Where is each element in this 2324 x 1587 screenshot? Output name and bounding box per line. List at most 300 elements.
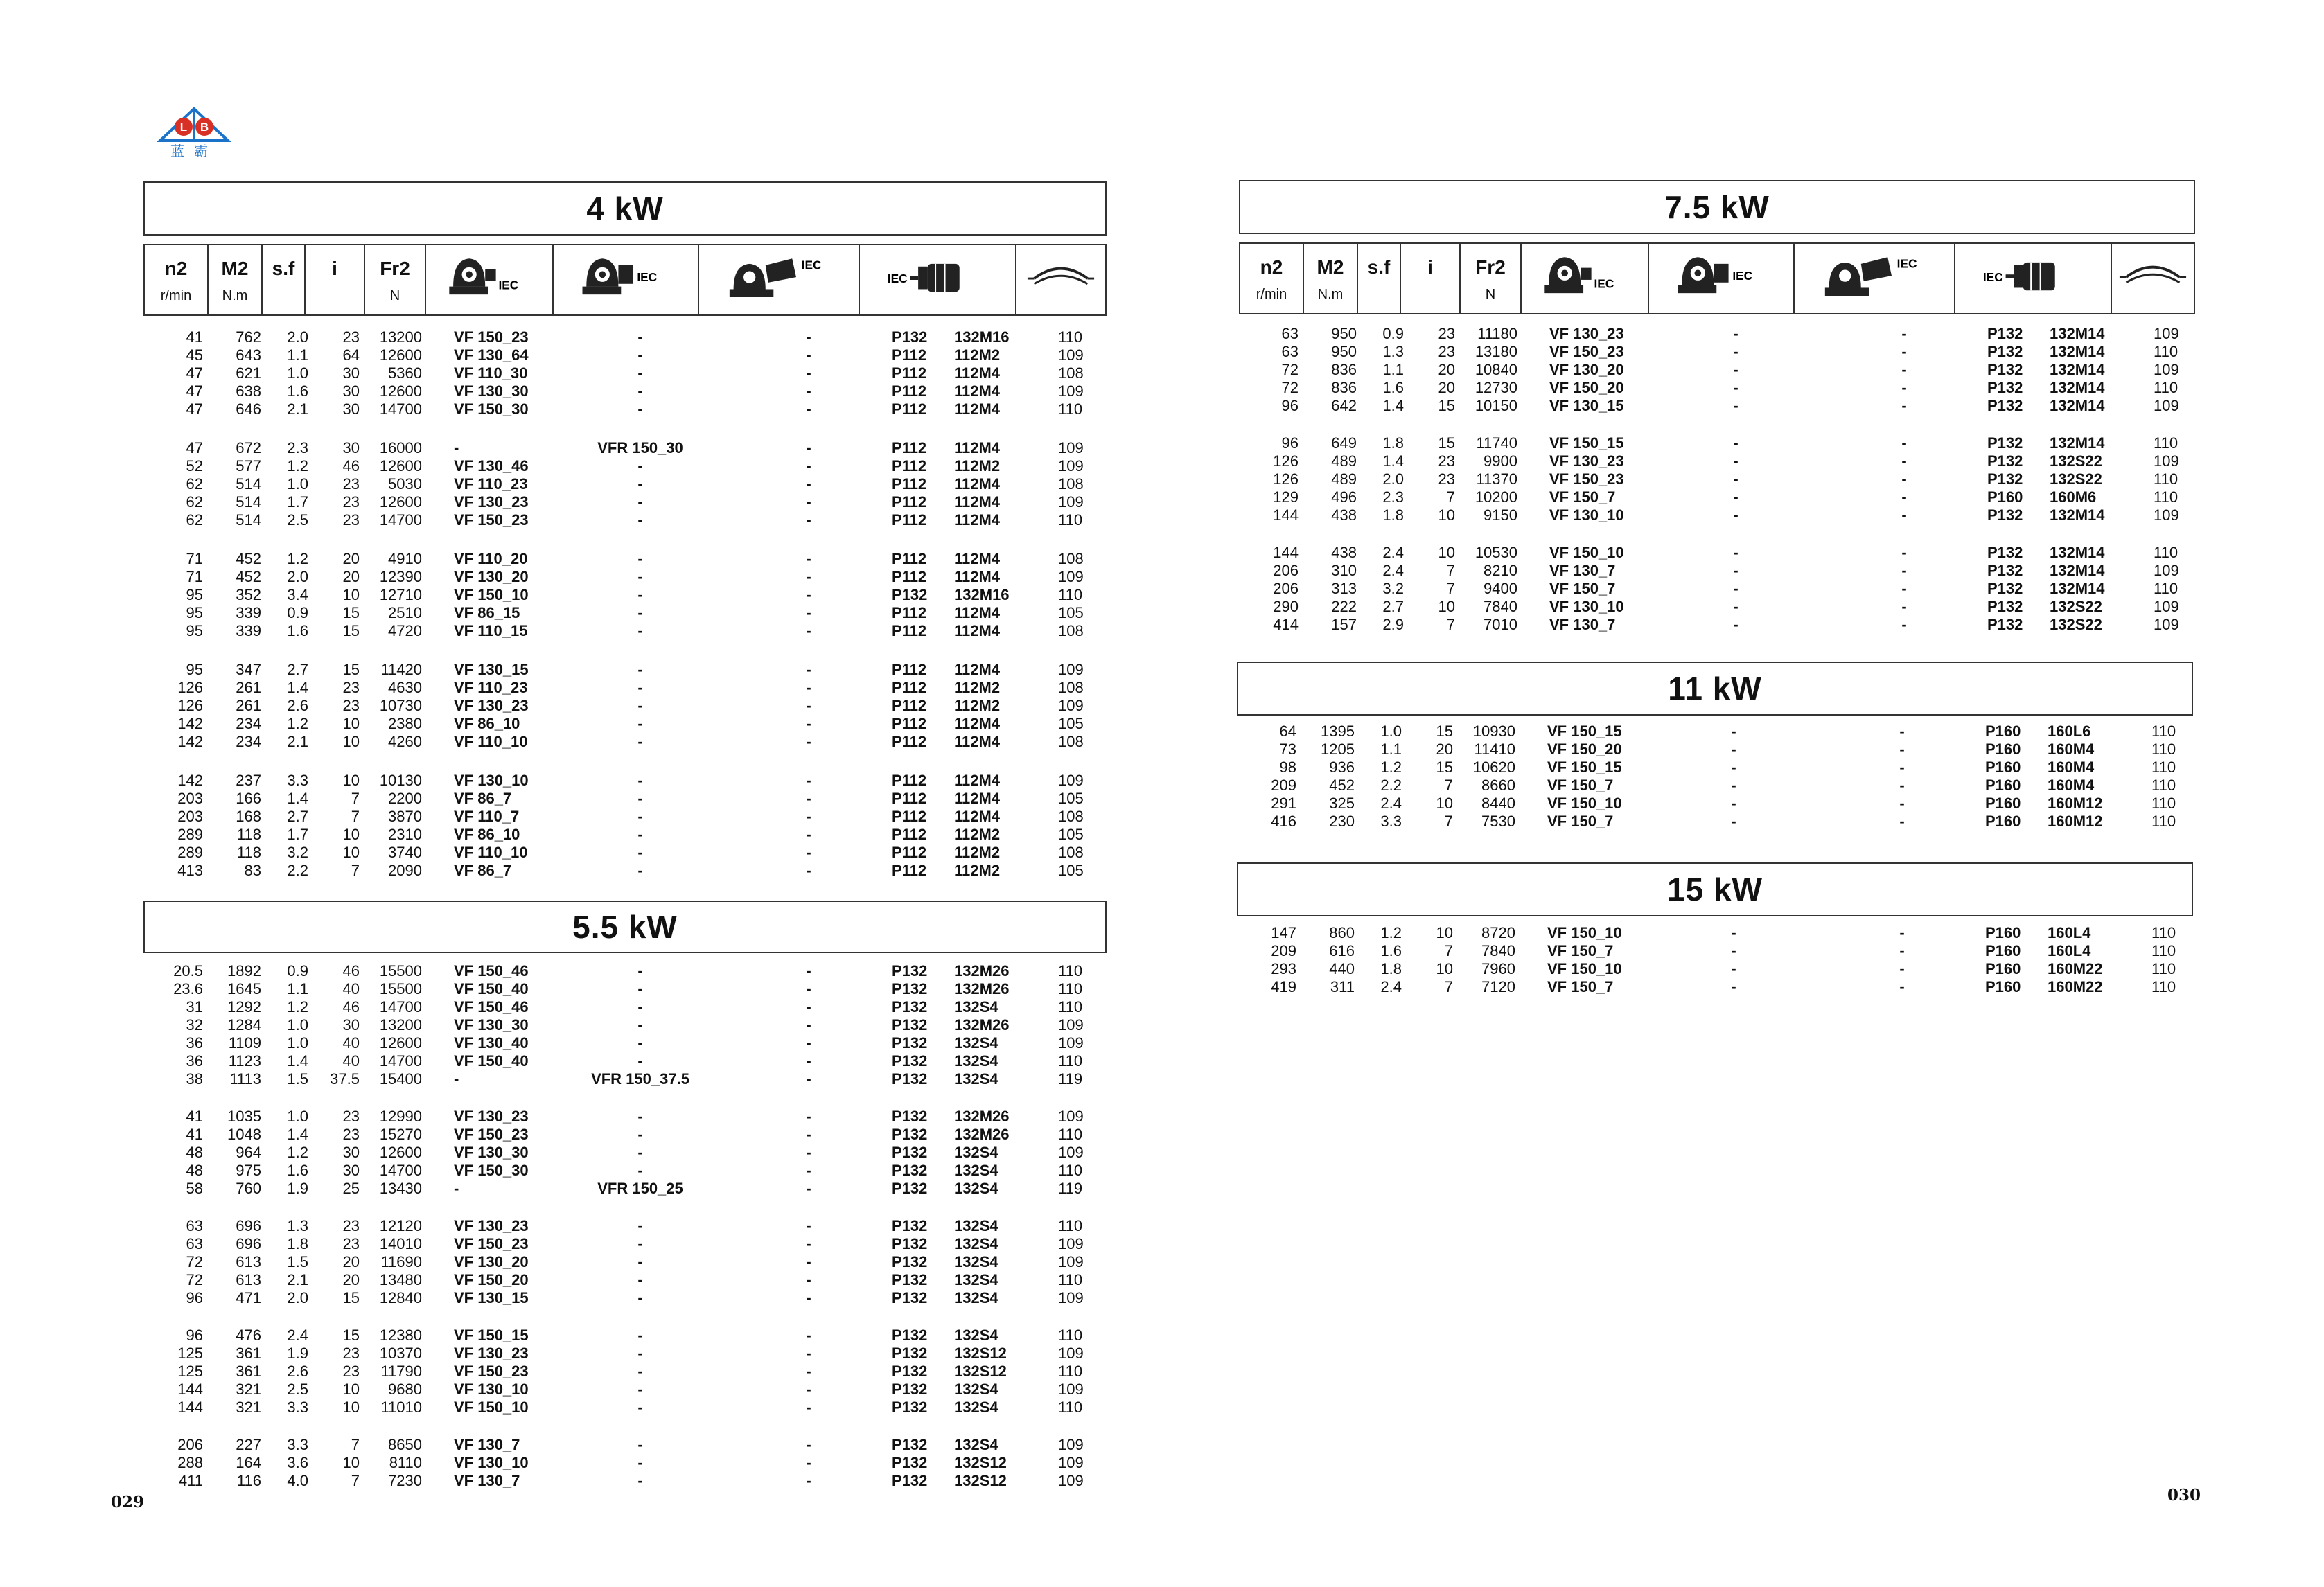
cell-motor-flange: P112 — [892, 568, 927, 585]
cell-vfr-model: - — [637, 1162, 643, 1179]
cell-motor-flange: P112 — [892, 382, 927, 400]
cell-combined-model: - — [1899, 777, 1905, 794]
cell-motor-flange: P132 — [892, 1108, 928, 1125]
cell-vfr-model: - — [637, 1399, 643, 1416]
cell-fr2: 10200 — [1474, 488, 1517, 506]
cell-n2: 288 — [177, 1454, 203, 1471]
cell-vf-model: - — [454, 439, 459, 456]
cell-fr2: 11410 — [1474, 741, 1515, 758]
cell-combined-model: - — [1899, 795, 1905, 812]
table-row — [1253, 506, 2181, 524]
cell-vfr-model: - — [637, 862, 643, 879]
cell-m2: 438 — [1331, 506, 1357, 524]
cell-motor-type: 112M4 — [954, 661, 1001, 678]
cell-mounting: 110 — [2151, 741, 2176, 758]
cell-motor-flange: P160 — [1985, 813, 2021, 830]
cell-motor-type: 112M2 — [954, 457, 1001, 475]
cell-motor-type: 132M14 — [2050, 361, 2105, 378]
cell-n2: 96 — [1281, 397, 1299, 414]
cell-fr2: 14700 — [379, 1052, 422, 1070]
cell-sf: 1.8 — [1382, 434, 1404, 452]
cell-vf-model: VF 150_10 — [454, 1399, 529, 1416]
cell-combined-model: - — [806, 790, 811, 807]
cell-combined-model: - — [806, 568, 811, 585]
cell-n2: 45 — [186, 346, 203, 364]
cell-vf-model: VF 150_15 — [1547, 722, 1622, 740]
cell-m2: 157 — [1331, 616, 1357, 633]
cell-sf: 2.5 — [287, 511, 308, 529]
cell-motor-type: 112M4 — [954, 364, 1001, 382]
cell-vf-model: VF 150_7 — [1549, 580, 1616, 597]
cell-vf-model: VF 150_23 — [454, 511, 529, 529]
cell-motor-flange: P112 — [892, 679, 927, 696]
cell-motor-type: 132M14 — [2050, 580, 2105, 597]
table-row — [1251, 960, 2179, 978]
cell-i: 7 — [1444, 813, 1453, 830]
cell-fr2: 8660 — [1481, 777, 1515, 794]
cell-mounting: 109 — [1058, 457, 1084, 475]
cell-motor-type: 132M26 — [954, 1108, 1010, 1125]
table-row — [157, 400, 1093, 418]
cell-mounting: 110 — [2151, 777, 2176, 794]
cell-combined-model: - — [1901, 470, 1907, 488]
cell-i: 23 — [342, 1217, 360, 1234]
cell-mounting: 110 — [2151, 942, 2176, 959]
cell-vf-model: VF 150_10 — [1547, 960, 1622, 977]
cell-sf: 1.2 — [287, 998, 308, 1016]
cell-n2: 416 — [1271, 813, 1296, 830]
cell-vf-model: VF 150_23 — [1549, 343, 1624, 360]
cell-motor-type: 112M2 — [954, 346, 1001, 364]
section-title: 5.5 kW — [143, 901, 1107, 953]
cell-vfr-model: - — [637, 1034, 643, 1052]
cell-fr2: 14700 — [379, 400, 422, 418]
cell-vf-model: VF 110_7 — [454, 808, 520, 825]
cell-mounting: 109 — [1058, 493, 1084, 511]
cell-combined-model: - — [806, 1052, 811, 1070]
cell-vfr-model: - — [1731, 741, 1736, 758]
cell-mounting: 109 — [1058, 346, 1084, 364]
cell-motor-type: 112M2 — [954, 862, 1001, 879]
cell-i: 10 — [1438, 544, 1455, 561]
cell-i: 10 — [1438, 598, 1455, 615]
cell-i: 15 — [1438, 397, 1455, 414]
table-row — [157, 661, 1093, 679]
cell-motor-flange: P112 — [892, 808, 927, 825]
cell-fr2: 13480 — [379, 1271, 422, 1288]
cell-n2: 98 — [1279, 759, 1296, 776]
cell-mounting: 110 — [1058, 1363, 1083, 1380]
cell-motor-flange: P112 — [892, 697, 927, 714]
cell-m2: 261 — [236, 679, 261, 696]
table-row — [157, 808, 1093, 826]
cell-mounting: 109 — [2154, 506, 2179, 524]
page-number-left: 029 — [111, 1493, 145, 1511]
table-row — [157, 475, 1093, 493]
cell-fr2: 13180 — [1474, 343, 1517, 360]
cell-i: 10 — [342, 733, 360, 750]
cell-mounting: 109 — [2154, 562, 2179, 579]
cell-fr2: 10370 — [379, 1345, 422, 1362]
cell-sf: 2.3 — [287, 439, 308, 456]
cell-vf-model: VF 130_23 — [1549, 452, 1624, 470]
cell-combined-model: - — [1899, 722, 1905, 740]
cell-i: 20 — [342, 1271, 360, 1288]
cell-m2: 440 — [1329, 960, 1355, 977]
cell-n2: 293 — [1271, 960, 1296, 977]
cell-vf-model: VF 86_7 — [454, 862, 512, 879]
cell-mounting: 109 — [1058, 1034, 1084, 1052]
cell-motor-flange: P160 — [1987, 488, 2023, 506]
table-row — [157, 679, 1093, 697]
table-row — [1251, 813, 2179, 831]
cell-i: 10 — [342, 844, 360, 861]
cell-vf-model: VF 150_7 — [1547, 978, 1614, 995]
cell-m2: 496 — [1331, 488, 1357, 506]
cell-fr2: 13200 — [379, 1016, 422, 1034]
cell-n2: 203 — [177, 808, 203, 825]
cell-fr2: 12600 — [379, 1034, 422, 1052]
cell-motor-type: 132S4 — [954, 1144, 998, 1161]
cell-vfr-model: - — [1733, 434, 1738, 452]
cell-vfr-model: - — [637, 1217, 643, 1234]
table-row — [1251, 722, 2179, 741]
cell-vf-model: VF 150_23 — [454, 328, 529, 346]
cell-motor-type: 112M4 — [954, 790, 1001, 807]
cell-motor-flange: P112 — [892, 826, 927, 843]
cell-vfr-model: - — [637, 328, 643, 346]
table-row — [157, 1034, 1093, 1052]
cell-motor-flange: P160 — [1985, 759, 2021, 776]
cell-m2: 321 — [236, 1381, 261, 1398]
cell-motor-type: 132S22 — [2050, 598, 2102, 615]
cell-mounting: 109 — [2154, 325, 2179, 342]
table-row — [157, 772, 1093, 790]
section-title: 11 kW — [1237, 662, 2193, 716]
cell-n2: 142 — [177, 715, 203, 732]
cell-motor-flange: P132 — [892, 1472, 928, 1489]
cell-combined-model: - — [806, 1108, 811, 1125]
cell-combined-model: - — [806, 1363, 811, 1380]
cell-n2: 62 — [186, 493, 203, 511]
cell-mounting: 109 — [1058, 1289, 1084, 1306]
cell-i: 23 — [342, 1235, 360, 1252]
cell-i: 10 — [342, 586, 360, 603]
cell-motor-type: 112M4 — [954, 772, 1001, 789]
cell-motor-type: 132S4 — [954, 1052, 998, 1070]
cell-combined-model: - — [1901, 434, 1907, 452]
cell-vf-model: VF 150_7 — [1547, 942, 1614, 959]
cell-combined-model: - — [806, 1144, 811, 1161]
cell-fr2: 3870 — [388, 808, 422, 825]
cell-fr2: 11420 — [380, 661, 422, 678]
cell-motor-type: 132M14 — [2050, 562, 2105, 579]
cell-vf-model: VF 150_30 — [454, 400, 529, 418]
cell-motor-flange: P132 — [892, 1381, 928, 1398]
table-row — [157, 733, 1093, 751]
cell-motor-flange: P132 — [892, 1253, 928, 1270]
table-row — [1253, 580, 2181, 598]
cell-motor-type: 132S4 — [954, 1289, 998, 1306]
cell-fr2: 7010 — [1484, 616, 1517, 633]
cell-i: 7 — [351, 808, 360, 825]
cell-i: 64 — [342, 346, 360, 364]
cell-fr2: 4910 — [388, 550, 422, 567]
cell-combined-model: - — [806, 1271, 811, 1288]
cell-vf-model: VF 150_10 — [454, 586, 529, 603]
mounting-position-icon — [1016, 245, 1105, 314]
cell-motor-flange: P132 — [892, 1436, 928, 1453]
cell-sf: 3.2 — [1382, 580, 1404, 597]
cell-n2: 209 — [1271, 942, 1296, 959]
cell-n2: 72 — [186, 1271, 203, 1288]
cell-combined-model: - — [806, 1436, 811, 1453]
cell-m2: 347 — [236, 661, 261, 678]
cell-mounting: 110 — [1058, 1399, 1083, 1416]
cell-i: 30 — [342, 364, 360, 382]
cell-n2: 206 — [1273, 580, 1299, 597]
table-row — [157, 715, 1093, 733]
cell-i: 23 — [342, 511, 360, 529]
cell-sf: 1.2 — [287, 715, 308, 732]
cell-vfr-model: - — [637, 1271, 643, 1288]
cell-motor-type: 132M14 — [2050, 544, 2105, 561]
cell-combined-model: - — [806, 1381, 811, 1398]
cell-motor-type: 160L4 — [2048, 942, 2091, 959]
col-fr2: Fr2 N — [1461, 244, 1522, 313]
cell-vfr-model: - — [1731, 960, 1736, 977]
cell-n2: 64 — [1279, 722, 1296, 740]
cell-motor-type: 112M4 — [954, 808, 1001, 825]
table-row — [157, 1180, 1093, 1198]
cell-motor-flange: P112 — [892, 346, 927, 364]
cell-i: 7 — [1446, 562, 1455, 579]
cell-vfr-model: - — [637, 493, 643, 511]
cell-mounting: 110 — [1058, 328, 1083, 346]
cell-motor-type: 112M4 — [954, 568, 1001, 585]
cell-m2: 514 — [236, 475, 261, 493]
cell-m2: 936 — [1329, 759, 1355, 776]
cell-motor-flange: P112 — [892, 550, 927, 567]
cell-combined-model: - — [806, 328, 811, 346]
cell-m2: 762 — [236, 328, 261, 346]
cell-n2: 126 — [177, 679, 203, 696]
cell-motor-flange: P132 — [892, 1271, 928, 1288]
cell-n2: 72 — [1281, 361, 1299, 378]
cell-vfr-model: - — [1733, 470, 1738, 488]
cell-m2: 1205 — [1321, 741, 1355, 758]
cell-combined-model: - — [806, 622, 811, 639]
cell-motor-flange: P132 — [892, 586, 928, 603]
cell-n2: 58 — [186, 1180, 203, 1197]
col-n2: n2 r/min — [145, 245, 209, 314]
cell-vfr-model: - — [1733, 379, 1738, 396]
cell-vfr-model: - — [637, 1436, 643, 1453]
table-row — [1251, 777, 2179, 795]
table-row — [1253, 379, 2181, 397]
cell-n2: 52 — [186, 457, 203, 475]
cell-vfr-model: - — [637, 457, 643, 475]
cell-motor-flange: P132 — [1987, 544, 2023, 561]
cell-vf-model: VF 150_23 — [454, 1363, 529, 1380]
cell-fr2: 5030 — [388, 475, 422, 493]
cell-vfr-model: - — [637, 1472, 643, 1489]
cell-vf-model: VF 86_10 — [454, 826, 520, 843]
cell-i: 20 — [1436, 741, 1453, 758]
table-row — [1251, 759, 2179, 777]
cell-vf-model: VF 130_30 — [454, 382, 529, 400]
cell-i: 25 — [342, 1180, 360, 1197]
cell-motor-flange: P132 — [1987, 506, 2023, 524]
cell-mounting: 109 — [1058, 1016, 1084, 1034]
cell-fr2: 14700 — [379, 998, 422, 1016]
cell-m2: 166 — [236, 790, 261, 807]
cell-vfr-model: - — [1731, 924, 1736, 941]
cell-fr2: 9400 — [1484, 580, 1517, 597]
cell-vf-model: VF 150_15 — [454, 1327, 529, 1344]
cell-combined-model: - — [806, 457, 811, 475]
cell-vfr-model: - — [1731, 777, 1736, 794]
cell-sf: 1.6 — [287, 622, 308, 639]
cell-n2: 290 — [1273, 598, 1299, 615]
table-row — [157, 1253, 1093, 1271]
cell-mounting: 110 — [2154, 434, 2178, 452]
cell-n2: 144 — [177, 1399, 203, 1416]
cell-motor-type: 132M16 — [954, 328, 1010, 346]
cell-motor-type: 132S4 — [954, 1271, 998, 1288]
cell-sf: 2.1 — [287, 733, 308, 750]
cell-motor-type: 112M4 — [954, 715, 1001, 732]
table-row — [157, 586, 1093, 604]
cell-m2: 836 — [1331, 379, 1357, 396]
table-row — [157, 962, 1093, 980]
cell-motor-type: 132M14 — [2050, 343, 2105, 360]
table-row — [1253, 325, 2181, 343]
cell-m2: 438 — [1331, 544, 1357, 561]
cell-m2: 352 — [236, 586, 261, 603]
cell-m2: 696 — [236, 1235, 261, 1252]
cell-vfr-model: - — [637, 715, 643, 732]
cell-vfr-model: VFR 150_30 — [597, 439, 683, 456]
cell-i: 37.5 — [330, 1070, 360, 1088]
logo-chinese-text: 蓝霸 — [170, 143, 218, 159]
svg-text:IEC: IEC — [801, 258, 822, 272]
cell-i: 20 — [342, 550, 360, 567]
cell-sf: 3.3 — [287, 1436, 308, 1453]
cell-motor-flange: P132 — [892, 1327, 928, 1344]
table-row — [157, 844, 1093, 862]
cell-motor-flange: P112 — [892, 661, 927, 678]
cell-mounting: 108 — [1058, 475, 1084, 493]
cell-motor-flange: P160 — [1985, 978, 2021, 995]
cell-combined-model: - — [806, 604, 811, 621]
cell-i: 20 — [342, 1253, 360, 1270]
cell-i: 15 — [1438, 434, 1455, 452]
cell-vf-model: VF 150_30 — [454, 1162, 529, 1179]
cell-i: 23 — [342, 1363, 360, 1380]
cell-mounting: 109 — [2154, 361, 2179, 378]
cell-i: 7 — [1444, 777, 1453, 794]
cell-n2: 96 — [1281, 434, 1299, 452]
cell-m2: 1109 — [228, 1034, 261, 1052]
cell-vfr-model: VFR 150_25 — [597, 1180, 683, 1197]
cell-sf: 1.5 — [287, 1253, 308, 1270]
cell-n2: 48 — [186, 1162, 203, 1179]
cell-n2: 36 — [186, 1034, 203, 1052]
table-row — [157, 1235, 1093, 1253]
cell-i: 10 — [342, 715, 360, 732]
cell-motor-type: 160L4 — [2048, 924, 2091, 941]
cell-fr2: 2200 — [388, 790, 422, 807]
cell-m2: 964 — [236, 1144, 261, 1161]
cell-vfr-model: - — [1731, 942, 1736, 959]
cell-fr2: 3740 — [388, 844, 422, 861]
cell-m2: 261 — [236, 697, 261, 714]
cell-i: 7 — [1444, 942, 1453, 959]
cell-i: 20 — [1438, 379, 1455, 396]
cell-combined-model: - — [806, 1034, 811, 1052]
cell-n2: 126 — [1273, 470, 1299, 488]
cell-motor-type: 112M4 — [954, 475, 1001, 493]
cell-vfr-model: - — [637, 604, 643, 621]
cell-vf-model: VF 130_10 — [1549, 598, 1624, 615]
cell-fr2: 10930 — [1472, 722, 1515, 740]
cell-sf: 2.0 — [1382, 470, 1404, 488]
cell-sf: 2.7 — [287, 661, 308, 678]
cell-sf: 1.1 — [1382, 361, 1404, 378]
cell-combined-model: - — [806, 962, 811, 979]
cell-motor-flange: P132 — [892, 1289, 928, 1306]
table-row — [157, 1345, 1093, 1363]
cell-combined-model: - — [1901, 506, 1907, 524]
cell-fr2: 8210 — [1484, 562, 1517, 579]
cell-m2: 1892 — [227, 962, 261, 979]
cell-m2: 361 — [236, 1345, 261, 1362]
cell-fr2: 12600 — [379, 382, 422, 400]
cell-vfr-model: - — [637, 475, 643, 493]
cell-fr2: 15500 — [379, 980, 422, 998]
table-row — [1251, 924, 2179, 942]
cell-sf: 3.3 — [1380, 813, 1402, 830]
cell-motor-type: 132M14 — [2050, 506, 2105, 524]
cell-m2: 613 — [236, 1253, 261, 1270]
cell-combined-model: - — [806, 1345, 811, 1362]
cell-mounting: 110 — [1058, 1126, 1083, 1143]
cell-motor-type: 132M26 — [954, 980, 1010, 998]
table-row — [157, 790, 1093, 808]
cell-m2: 311 — [1330, 978, 1355, 995]
table-row — [157, 328, 1093, 346]
cell-mounting: 110 — [1058, 1217, 1083, 1234]
cell-i: 7 — [1446, 488, 1455, 506]
cell-i: 23 — [342, 697, 360, 714]
cell-i: 7 — [1444, 978, 1453, 995]
cell-combined-model: - — [806, 364, 811, 382]
cell-combined-model: - — [806, 1472, 811, 1489]
cell-mounting: 105 — [1058, 826, 1084, 843]
cell-n2: 209 — [1271, 777, 1296, 794]
cell-motor-flange: P132 — [1987, 598, 2023, 615]
cell-motor-type: 132S12 — [954, 1363, 1007, 1380]
cell-motor-type: 112M4 — [954, 511, 1001, 529]
table-row — [157, 1327, 1093, 1345]
cell-mounting: 110 — [2154, 379, 2178, 396]
cell-vfr-model: - — [1731, 759, 1736, 776]
col-i: i — [306, 245, 365, 314]
cell-vf-model: VF 150_15 — [1549, 434, 1624, 452]
cell-m2: 452 — [236, 550, 261, 567]
cell-vf-model: VF 130_10 — [1549, 506, 1624, 524]
